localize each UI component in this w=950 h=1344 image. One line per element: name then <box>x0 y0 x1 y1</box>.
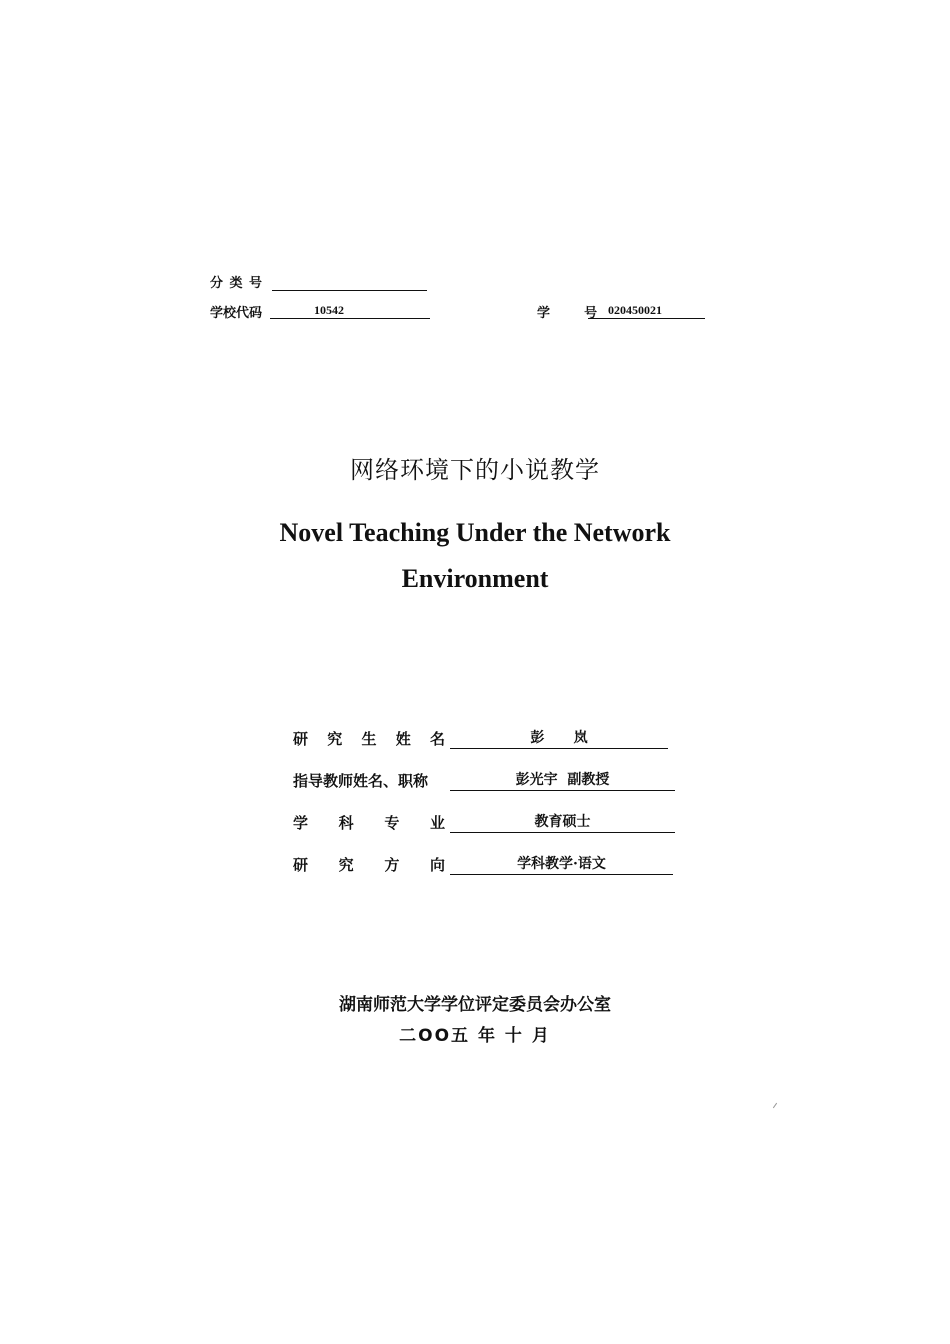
info-row-advisor <box>293 770 445 791</box>
info-label: 研 究 生 姓 名 <box>293 730 445 748</box>
title-chinese: 网络环境下的小说教学 <box>350 456 600 484</box>
info-label: 学 科 专 业 <box>293 814 445 832</box>
info-label: 指导教师姓名、职称 <box>293 772 429 790</box>
student-id-value: 020450021 <box>608 303 662 317</box>
student-id-label: 学 号 <box>537 306 599 321</box>
issue-date: 二OO五 年 十 月 <box>399 1026 551 1046</box>
school-code-label: 学校代码 <box>210 306 263 321</box>
major-value: 教育硕士 <box>450 812 675 833</box>
issuing-office: 湖南师范大学学位评定委员会办公室 <box>339 995 611 1015</box>
info-row-student-name <box>293 728 445 749</box>
classification-value <box>272 274 427 291</box>
classification-label: 分 类 号 <box>210 276 264 291</box>
advisor-value: 彭光宇 副教授 <box>450 770 675 791</box>
info-label: 研 究 方 向 <box>293 856 445 874</box>
scan-speck <box>773 1103 777 1108</box>
info-row-major <box>293 812 445 833</box>
student-name-value: 彭 岚 <box>450 728 668 749</box>
research-direction-value: 学科教学·语文 <box>450 854 673 875</box>
title-english-line1: Novel Teaching Under the Network <box>279 518 671 547</box>
school-code-value: 10542 <box>314 303 344 317</box>
info-row-research-direction <box>293 854 445 875</box>
title-english-line2: Environment <box>401 564 549 593</box>
student-id-field <box>588 302 705 319</box>
school-code-field <box>270 302 430 319</box>
